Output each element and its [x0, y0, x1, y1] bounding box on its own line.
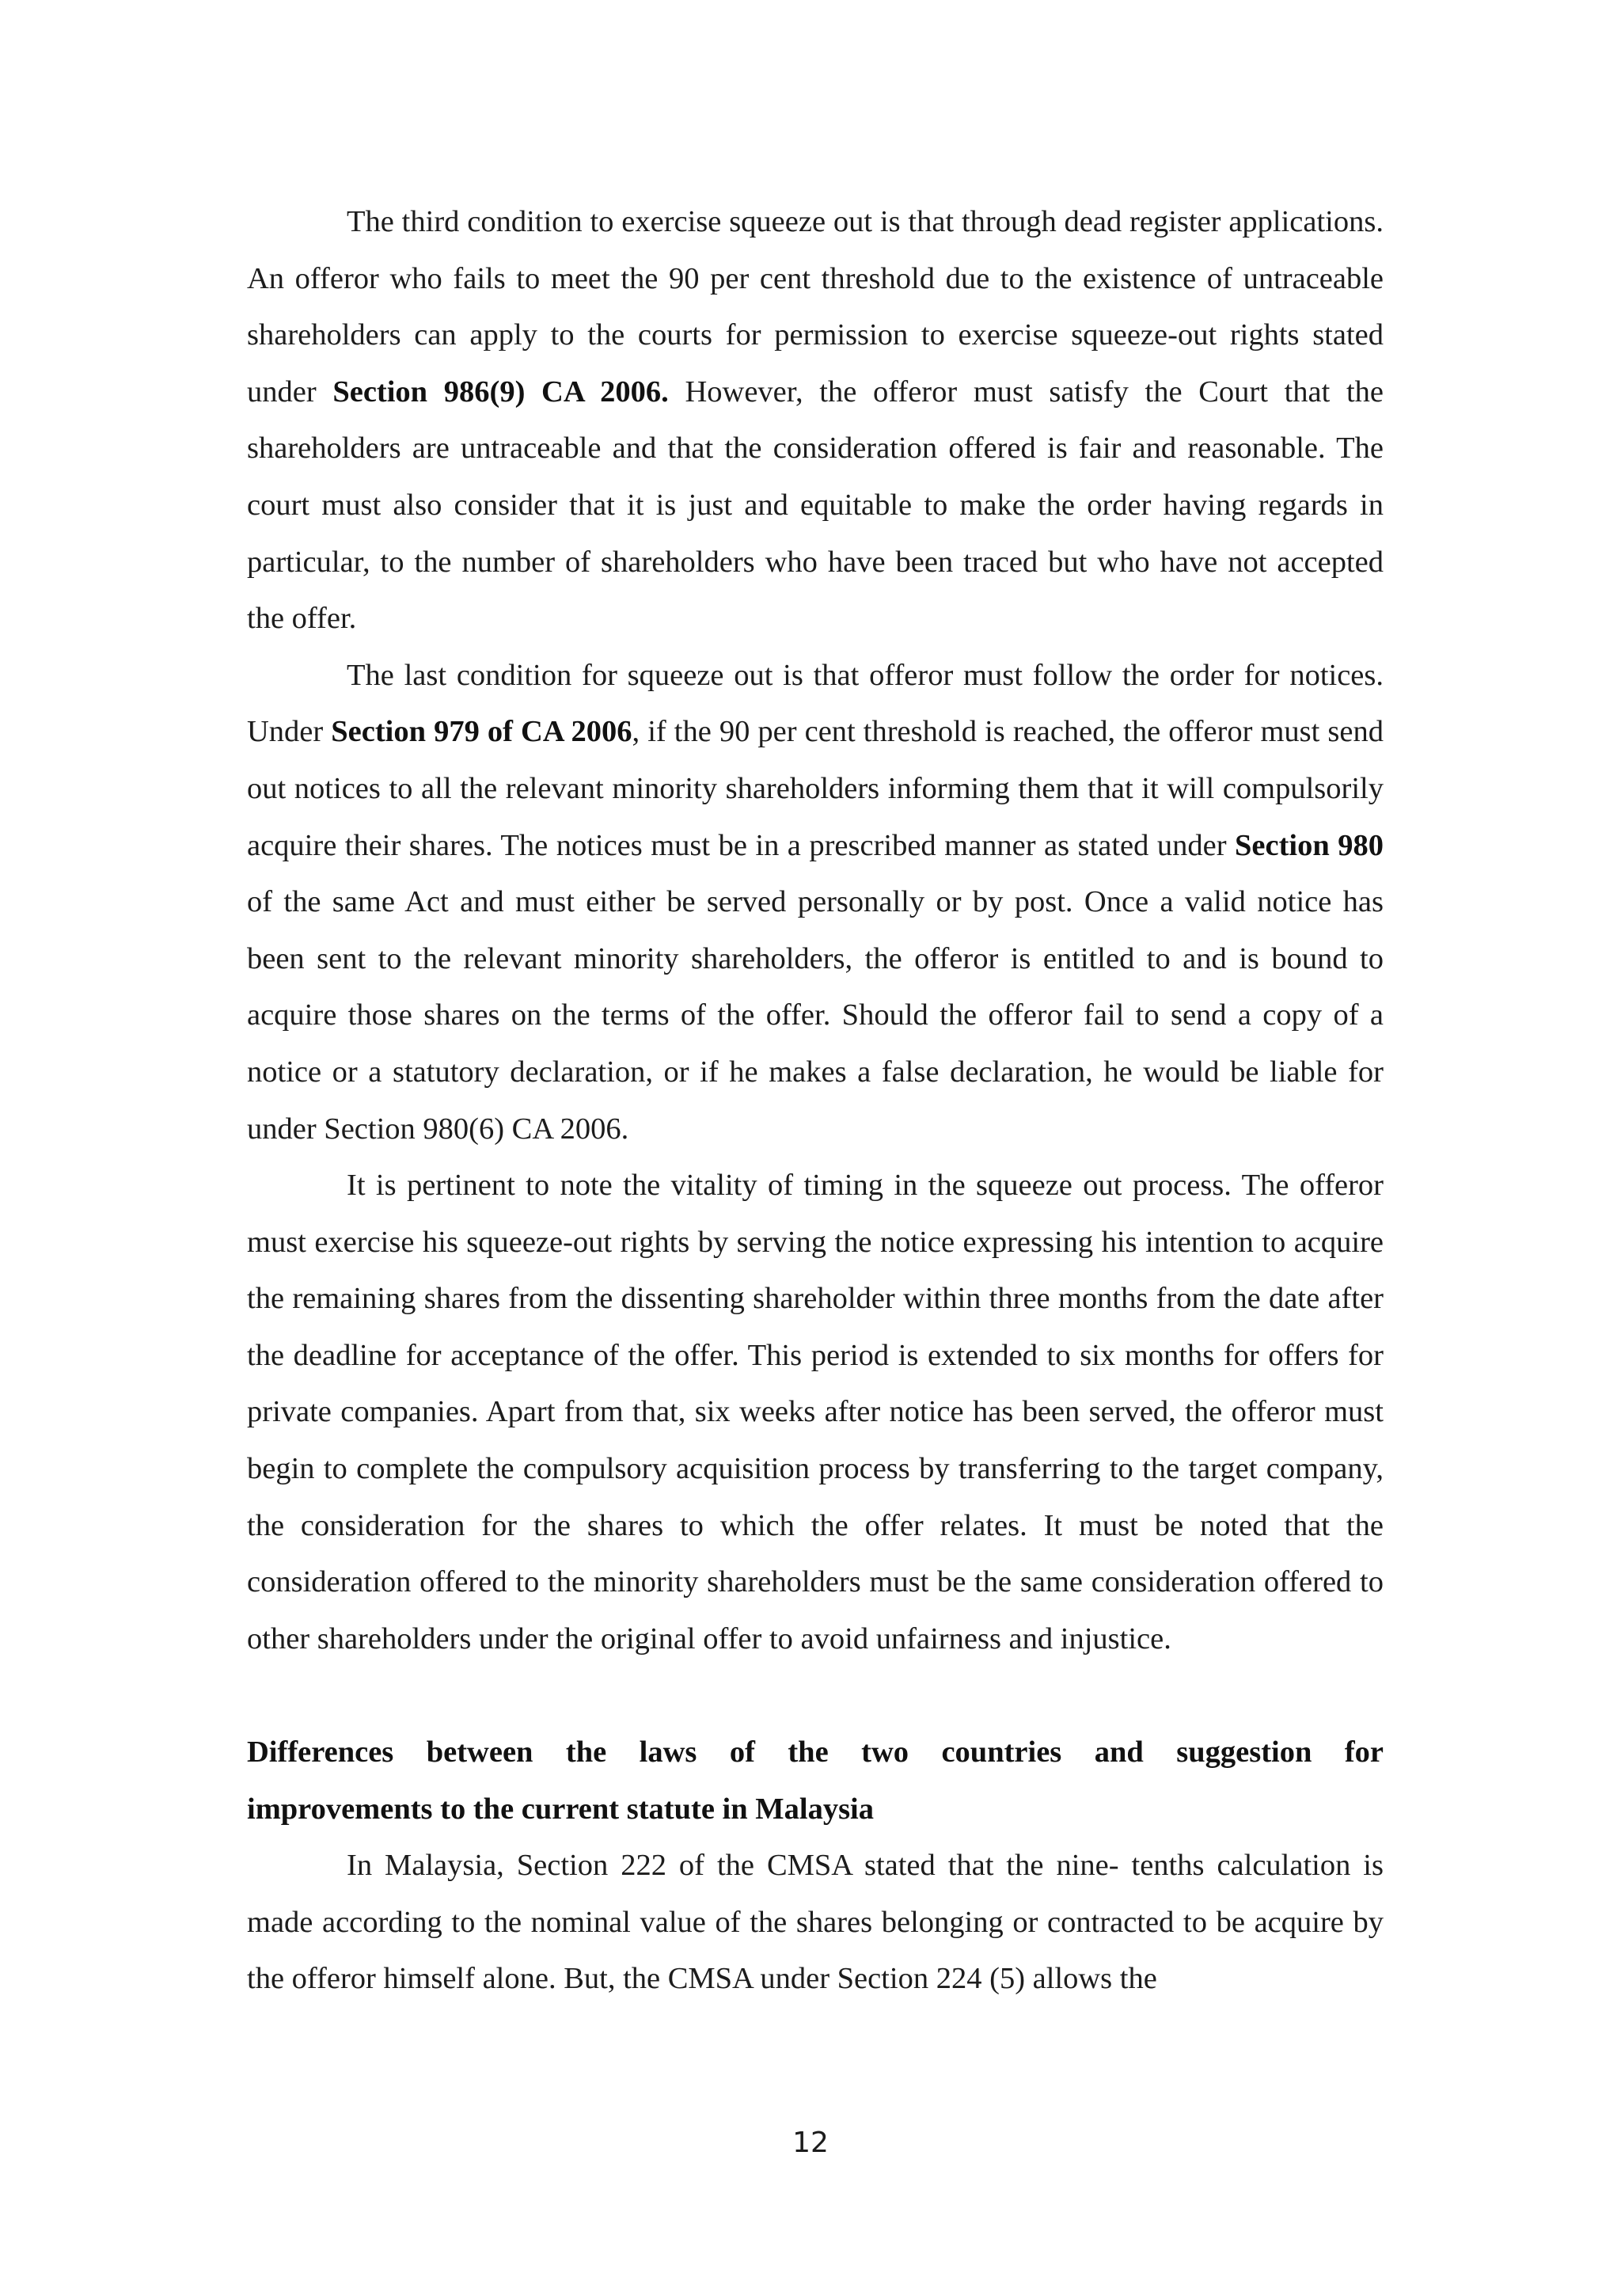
paragraph-text: of the same Act and must either be served personally or by post. Once a valid notice has been sent to the relevant minority shareholders, the offeror is entitled to and is bound to acquire those shares on the terms of the offer. Should the offeror fail to send a copy of a notice or a statutory declaration, or if he makes a false declaration, he would be liable for under Section 980(6) CA 2006. — [247, 885, 1384, 1146]
paragraph-notices — [247, 648, 1384, 1158]
paragraph-timing — [247, 1158, 1384, 1667]
paragraph-dead-register — [247, 194, 1384, 648]
paragraph-text: The third condition to exercise squeeze out is that through dead register applications. An offeror who fails to meet the 90 per cent threshold due to the existence of untraceable shareholders can apply to the courts for permission to exercise squeeze-out rights stated under — [247, 205, 1384, 409]
paragraph-text: However, the offeror must satisfy the Court that the shareholders are untraceable and that the consideration offered is fair and reasonable. The court must also consider that it is just and equitable to make the order having regards in particular, to the number of shareholders who have been traced but who have not accepted the offer. — [247, 374, 1384, 636]
paragraph-text: In Malaysia, Section 222 of the CMSA stated that the nine- tenths calculation is made according to the nominal value of the shares belonging or contracted to be acquire by the offeror himself alone. But, the CMSA under Section 224 (5) allows the — [247, 1849, 1384, 1996]
section-heading-line: improvements to the current statute in Malaysia — [247, 1792, 874, 1826]
page-number: 12 — [792, 2127, 829, 2159]
statute-reference: Section 980 — [1235, 828, 1384, 862]
section-heading-line: Differences between the laws of the two countries and suggestion for — [247, 1735, 1384, 1770]
paragraph-text: It is pertinent to note the vitality of timing in the squeeze out process. The offeror must exercise his squeeze-out rights by serving the notice expressing his intention to acquire the remaining shares from the dissenting shareholder within three months from the date after the deadline for acceptance of the offer. This period is extended to six months for offers for private companies. Apart from that, six weeks after notice has been served, the offeror must begin to complete the compulsory acquisition process by transferring to the target company, the consideration for the shares to which the offer relates. It must be noted that the consideration offered to the minority shareholders must be the same consideration offered to other shareholders under the original offer to avoid unfairness and injustice. — [247, 1169, 1384, 1655]
document-body — [247, 194, 1384, 2008]
paragraph-text: , if the 90 per cent threshold is reached, the offeror must send out notices to all the relevant minority shareholders informing them that it will compulsorily acquire their shares. The notices must be in a prescribed manner as stated under — [247, 715, 1384, 862]
statute-reference: Section 986(9) CA 2006. — [332, 374, 669, 409]
paragraph-text: The last condition for squeeze out is that offeror must follow the order for notices. Under — [247, 658, 1384, 749]
section-heading — [247, 1724, 1384, 1838]
paragraph-malaysia — [247, 1838, 1384, 2008]
statute-reference: Section 979 of CA 2006 — [331, 715, 632, 749]
